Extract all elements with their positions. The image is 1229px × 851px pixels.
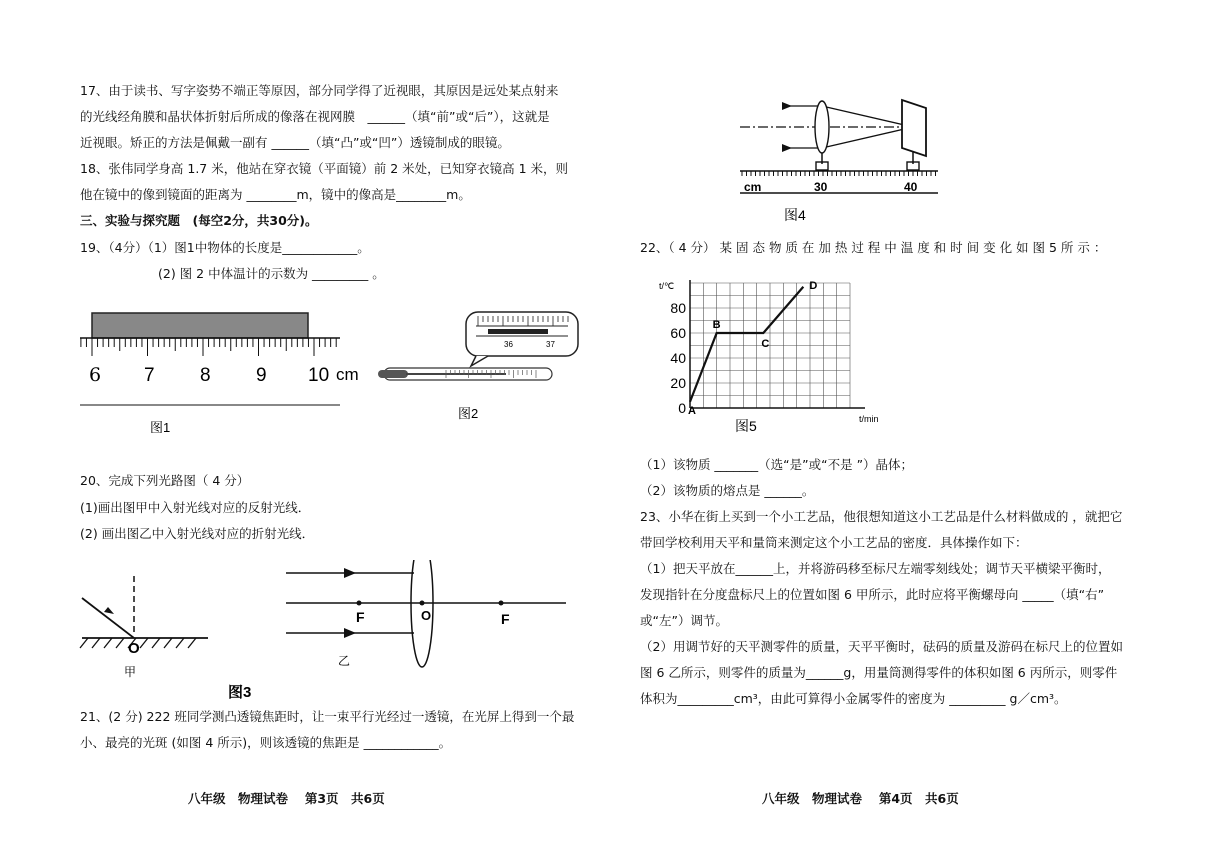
- q23-line5: 或“左”）调节。: [640, 613, 728, 628]
- y-tick-label: 80: [670, 300, 686, 316]
- figure4-focal-setup: [738, 92, 948, 230]
- ruler-tick-8: 8: [200, 365, 211, 386]
- q20-line1: 20、完成下列光路图（ 4 分）: [80, 473, 250, 488]
- fig4-mark-30: 30: [814, 180, 828, 194]
- temperature-line: [690, 287, 803, 402]
- q22-answer2: （2）该物质的熔点是 ______。: [640, 483, 815, 498]
- bubble-scale-37: 37: [546, 340, 555, 349]
- q23-line6: （2）用调节好的天平测零件的质量，天平平衡时，砝码的质量及游码在标尺上的位置如: [640, 639, 1123, 654]
- ruler-tick-6: 6: [89, 364, 102, 386]
- fig4-unit: cm: [744, 180, 762, 194]
- q21-line1: 21、(2 分) 222 班同学测凸透镜焦距时，让一束平行光经过一透镜，在光屏上得到一个最: [80, 709, 575, 724]
- footer-page4: 八年级 物理试卷 第4页 共6页: [762, 791, 959, 806]
- chart-axes: [690, 280, 865, 408]
- q23-line4: 发现指针在分度盘标尺上的位置如图 6 甲所示，此时应将平衡螺母向 _____（填“右”: [640, 587, 1105, 602]
- lens: [815, 101, 829, 153]
- q23-line2: 带回学校利用天平和量筒来测定这个小工艺品的密度．具体操作如下：: [640, 535, 1028, 550]
- y-tick-label: 0: [678, 400, 686, 416]
- figure2-caption: 图2: [458, 406, 479, 421]
- q18-line2: 他在镜中的像到镜面的距离为 ________m，镜中的像高是________m。: [80, 187, 471, 202]
- point-label: B: [712, 319, 721, 331]
- label-focus-right: F: [501, 611, 510, 627]
- q20-line3: (2) 画出图乙中入射光线对应的折射光线．: [80, 526, 315, 541]
- figure4-caption: 图4: [784, 207, 806, 223]
- figure5-caption: 图5: [735, 418, 757, 434]
- ruler-unit: cm: [336, 365, 359, 384]
- y-tick-label: 20: [670, 375, 686, 391]
- label-o-mirror: O: [128, 640, 140, 657]
- q21-line2: 小、最亮的光斑 (如图 4 所示)，则该透镜的焦距是 ____________。: [80, 735, 452, 750]
- figure2-thermometer: [376, 308, 586, 428]
- y-tick-label: 60: [670, 325, 686, 341]
- label-yi: 乙: [338, 654, 351, 668]
- label-optical-center: O: [421, 608, 432, 623]
- q23-line1: 23、小华在街上买到一个小工艺品，他很想知道这小工艺品是什么材料做成的 ，就把它: [640, 509, 1123, 524]
- q22-answer1: （1）该物质 _______（选“是”或“不是 ”）晶体；: [640, 457, 914, 472]
- q20-line2: (1)画出图甲中入射光线对应的反射光线．: [80, 500, 311, 515]
- footer-page3: 八年级 物理试卷 第3页 共6页: [188, 791, 385, 806]
- figure3-caption: 图3: [228, 684, 252, 701]
- chart-x-label: t/min: [859, 414, 879, 424]
- q19-line1: 19、（4分）（1）图1中物体的长度是____________。: [80, 240, 370, 255]
- chart-grid: [690, 283, 850, 408]
- y-tick-label: 40: [670, 350, 686, 366]
- q18-line1: 18、张伟同学身高 1.7 米，他站在穿衣镜（平面镜）前 2 米处，已知穿衣镜高 1 米，则: [80, 161, 569, 176]
- q19-line2: (2) 图 2 中体温计的示数为 _________ 。: [158, 266, 385, 281]
- ruler-tick-7: 7: [144, 365, 155, 386]
- ruler-tick-9: 9: [256, 365, 267, 386]
- figure1-caption: 图1: [150, 420, 171, 433]
- q22-line1: 22、（ 4 分） 某 固 态 物 质 在 加 热 过 程 中 温 度 和 时 间 变 化 如 图 5 所 示 ：: [640, 240, 1107, 255]
- figure5-heating-chart: [645, 276, 895, 436]
- ruler-tick-10: 10: [308, 365, 330, 386]
- q17-line1: 17、由于读书、写字姿势不端正等原因，部分同学得了近视眼，其原因是远处某点射来: [80, 83, 559, 98]
- figure3-light-paths: [76, 560, 576, 702]
- label-jia: 甲: [124, 665, 137, 679]
- bubble-scale-36: 36: [504, 340, 513, 349]
- q23-line3: （1）把天平放在______上，并将游码移至标尺左端零刻线处；调节天平横梁平衡时，: [640, 561, 1111, 576]
- chart-y-label: t/℃: [659, 281, 675, 291]
- q17-line2: 的光线经角膜和晶状体折射后所成的像落在视网膜 ______（填“前”或“后”），这就是: [80, 109, 550, 124]
- light-screen: [902, 100, 926, 156]
- incident-ray: [82, 598, 134, 638]
- q17-line3: 近视眼。矫正的方法是佩戴一副有 ______（填“凸”或“凹”）透镜制成的眼镜。: [80, 135, 510, 150]
- q23-line8: 体积为_________cm³，由此可算得小金属零件的密度为 _________ g／cm³。: [640, 691, 1067, 706]
- label-focus-left: F: [356, 609, 365, 625]
- figure1-ruler: [78, 308, 368, 433]
- point-label: D: [809, 279, 818, 292]
- section-3-heading: 三、实验与探究题 (每空2分，共30分)。: [80, 213, 318, 228]
- point-label: A: [688, 404, 696, 417]
- measured-object: [92, 313, 308, 338]
- point-label: C: [761, 338, 770, 350]
- q23-line7: 图 6 乙所示，则零件的质量为______g，用量筒测得零件的体积如图 6 丙所示，则零件: [640, 665, 1118, 680]
- fig4-mark-40: 40: [904, 180, 918, 194]
